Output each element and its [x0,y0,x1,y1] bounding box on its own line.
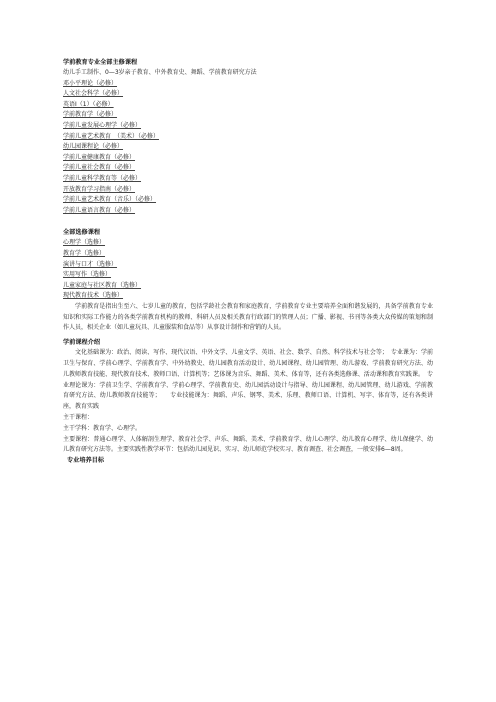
elective-course-item: 心理学（选修） [63,239,106,247]
major-course-item: 学前儿童科学教育等（必修） [63,174,142,182]
major-course-item: 人文社会科学（必修） [63,90,124,98]
course-intro-title: 学前课程介绍 [63,339,101,347]
major-course-item: 邓小平理论（必修） [63,79,118,87]
elective-course-item: 儿童家庭与社区教育（选修） [63,281,142,289]
elective-course-item: 演讲与口才（选修） [63,260,118,268]
elective-courses-title: 全部选修课程 [63,229,101,237]
major-course-item: 学前儿童语言教育（必修） [63,206,136,214]
major-course-item: 英语Ⅰ（1）（必修） [63,100,114,108]
major-courses-title: 学前教育专业全部主修课程 [63,59,138,66]
elective-course-list [63,238,433,302]
goal-title: 专业培养目标 [67,457,105,465]
intro-paragraph: 学前教育是指出生至六、七岁儿童的教育，包括学龄社会教育和家庭教育，学前教育专业主要培养全面和谐发展的，具备学前教育专业知识和实际工作能力的各类学前教育机构的教师、科研人员及相关教育行政部门的管理人员；广播、影视、书刊等各类大众传媒的策划和制作人员，相关企业（如儿童玩具、儿童服装和食品等）从事设计制作和营销的人员。 [63,302,433,332]
major-courses-subtitle: 幼儿手工制作、0—3岁亲子教育、中外教育史、舞蹈、学前教育研究方法 [63,69,257,76]
major-course-item: 学前儿童社会教育（必修） [63,164,136,172]
main-subjects: 主干学科：教育学、心理学。 [63,424,142,432]
course-intro-paragraph: 文化基础课为：政治、阅读、写作、现代汉语、中外文学、儿童文学、英语、社会、数学、自然、科学技术与社会等； 专业课为：学前卫生与保育、学前心理学、学前教育学、中外幼教史、幼儿园教育活动设计、幼儿园课程、幼儿园管理、幼儿游戏、学前教育研究方法、幼儿教师教育技能、现代教育技术、教师口语、计算机等；艺体课为音乐、舞蹈、美术、体育等，还有各类选修课、活动课和教育实践课。 专业理论课为：学前卫生学、学前教育学、学前心理学、学前教育史、幼儿园活动设计与指导、幼儿园课程、幼儿园管理、幼儿游戏、学前教育研究方法、幼儿教师教育技能等； 专业技能课为：舞蹈、声乐、钢琴、美术、乐理、教师口语、计算机、写字、体育等，还有各类讲座，教育实践 [63,349,433,411]
major-course-item: 学前教育学（必修） [63,111,118,119]
main-courses-paragraph: 主要课程：普通心理学、人体解剖生理学、教育社会学、声乐、舞蹈、美术、学前教育学、幼儿心理学、幼儿教育心理学、幼儿保健学、幼儿教育研究方法等。主要实践性教学环节：包括幼儿园见识、实习、幼儿师范学校实习、教育调查、社会调查，一般安排6—8周。 [63,435,433,454]
elective-course-item: 实用写作（选修） [63,271,112,279]
major-course-item: 学前儿童艺术教育 （美术）（必修） [63,132,160,140]
major-course-item: 幼儿园课程论（必修） [63,143,124,151]
major-course-item: 开放教育学习指南（必修） [63,185,136,193]
main-courses-label: 主干课程： [63,414,94,422]
major-course-item: 学前儿童健康教育（必修） [63,153,136,161]
major-course-item: 学前儿童发展心理学（必修） [63,121,142,129]
document-body [63,58,433,466]
major-course-item: 学前儿童艺术教育（音乐）（必修） [63,196,157,204]
major-course-list [63,79,433,217]
elective-course-item: 教育学（选修） [63,249,106,257]
elective-course-item: 现代教育技术（选修） [63,292,124,300]
